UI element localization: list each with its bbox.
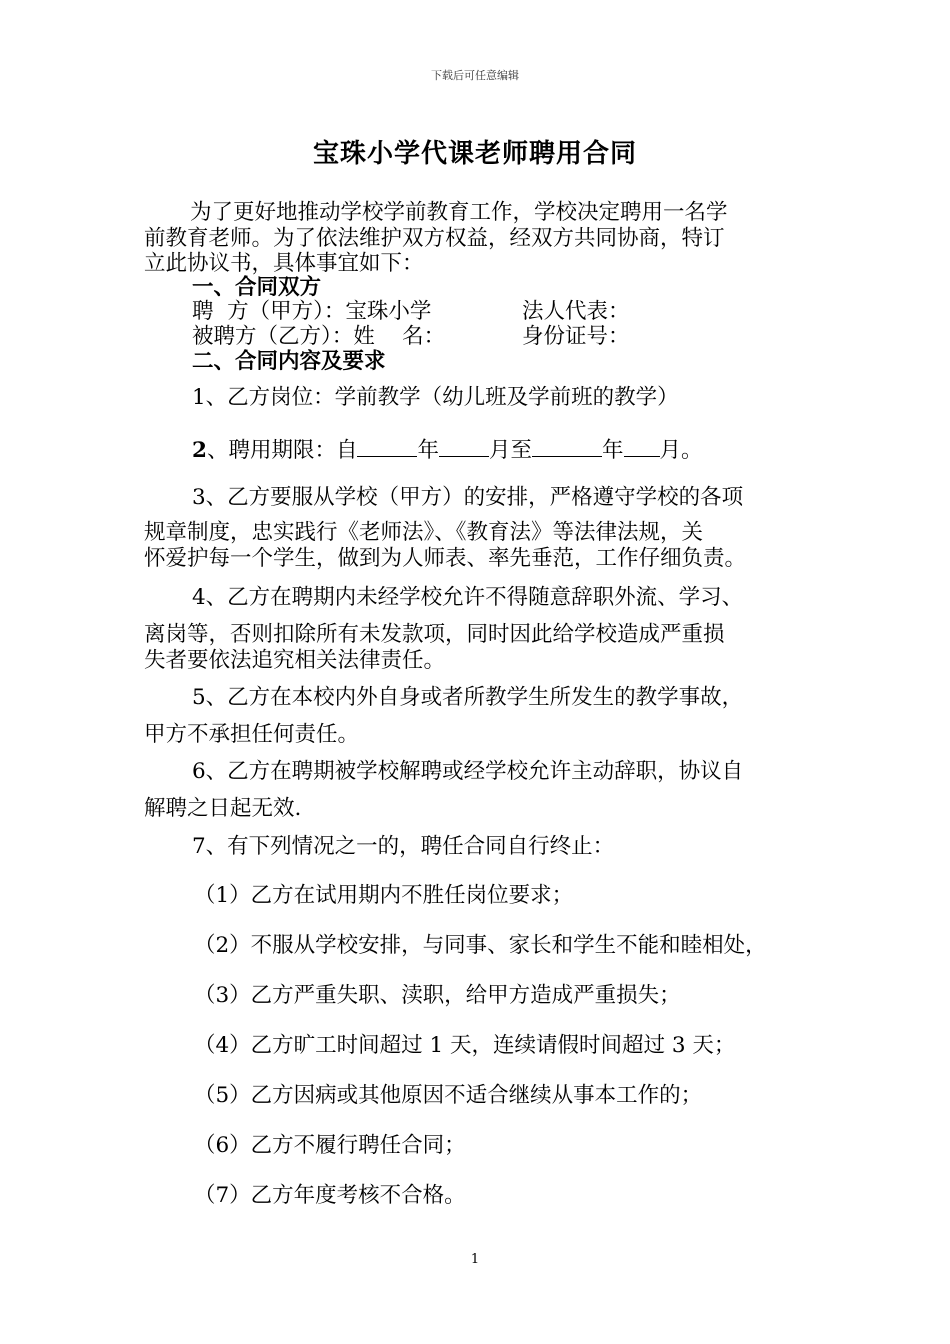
section1-heading: 一、合同双方 [192,275,322,300]
id-label: 身份证号： [522,324,630,349]
intro-line-3: 立此协议书，具体事宜如下： [144,251,424,276]
item-3-line-1: 3、乙方要服从学校（甲方）的安排，严格遵守学校的各项 [192,485,744,510]
item-4-line-3: 失者要依法追究相关法律责任。 [144,648,446,673]
employer-row [192,299,872,325]
item-7: 7、有下列情况之一的，聘任合同自行终止： [192,834,615,859]
blank-end-month[interactable] [624,436,660,457]
item-2: 2、聘用期限：自 年 月至 年 月。 [192,438,703,463]
document-title: 宝珠小学代课老师聘用合同 [312,139,637,169]
blank-start-year[interactable] [357,436,417,457]
sub-item-2: （2）不服从学校安排，与同事、家长和学生不能和睦相处， [194,933,767,958]
item-3-line-2: 规章制度，忠实践行《老师法》、《教育法》等法律法规，关 [144,520,704,545]
employer-label: 聘 方（甲方）：宝珠小学 [192,299,432,324]
item-5-line-1: 5、乙方在本校内外自身或者所教学生所发生的教学事故， [192,685,744,710]
item-1: 1、乙方岗位：学前教学（幼儿班及学前班的教学） [192,385,679,410]
blank-start-month[interactable] [439,436,489,457]
section2-heading: 二、合同内容及要求 [192,349,386,374]
item-4-line-2: 离岗等，否则扣除所有未发款项，同时因此给学校造成严重损 [144,622,725,647]
sub-item-5: （5）乙方因病或其他原因不适合继续从事本工作的； [194,1083,703,1108]
blank-end-year[interactable] [532,436,602,457]
sub-item-4: （4）乙方旷工时间超过 1 天，连续请假时间超过 3 天； [194,1033,736,1058]
intro-line-2: 前教育老师。为了依法维护双方权益，经双方共同协商，特订 [144,226,725,251]
sub-item-3: （3）乙方严重失职、渎职，给甲方造成严重损失； [194,983,681,1008]
legal-rep-label: 法人代表： [522,299,630,324]
intro-line-1: 为了更好地推动学校学前教育工作，学校决定聘用一名学 [190,200,728,225]
item-6-line-1: 6、乙方在聘期被学校解聘或经学校允许主动辞职，协议自 [192,759,744,784]
employee-label: 被聘方（乙方）：姓 名： [192,324,446,349]
sub-item-1: （1）乙方在试用期内不胜任岗位要求； [194,883,574,908]
item-3-line-3: 怀爱护每一个学生，做到为人师表、率先垂范，工作仔细负责。 [144,546,747,571]
item-6-line-2: 解聘之日起无效. [144,796,302,821]
item-4-line-1: 4、乙方在聘期内未经学校允许不得随意辞职外流、学习、 [192,585,744,610]
employee-row [192,324,872,350]
header-note: 下载后可任意编辑 [431,69,519,82]
page-number: 1 [470,1252,480,1267]
sub-item-6: （6）乙方不履行聘任合同； [194,1133,466,1158]
sub-item-7: （7）乙方年度考核不合格。 [194,1183,466,1208]
item-5-line-2: 甲方不承担任何责任。 [144,722,360,747]
